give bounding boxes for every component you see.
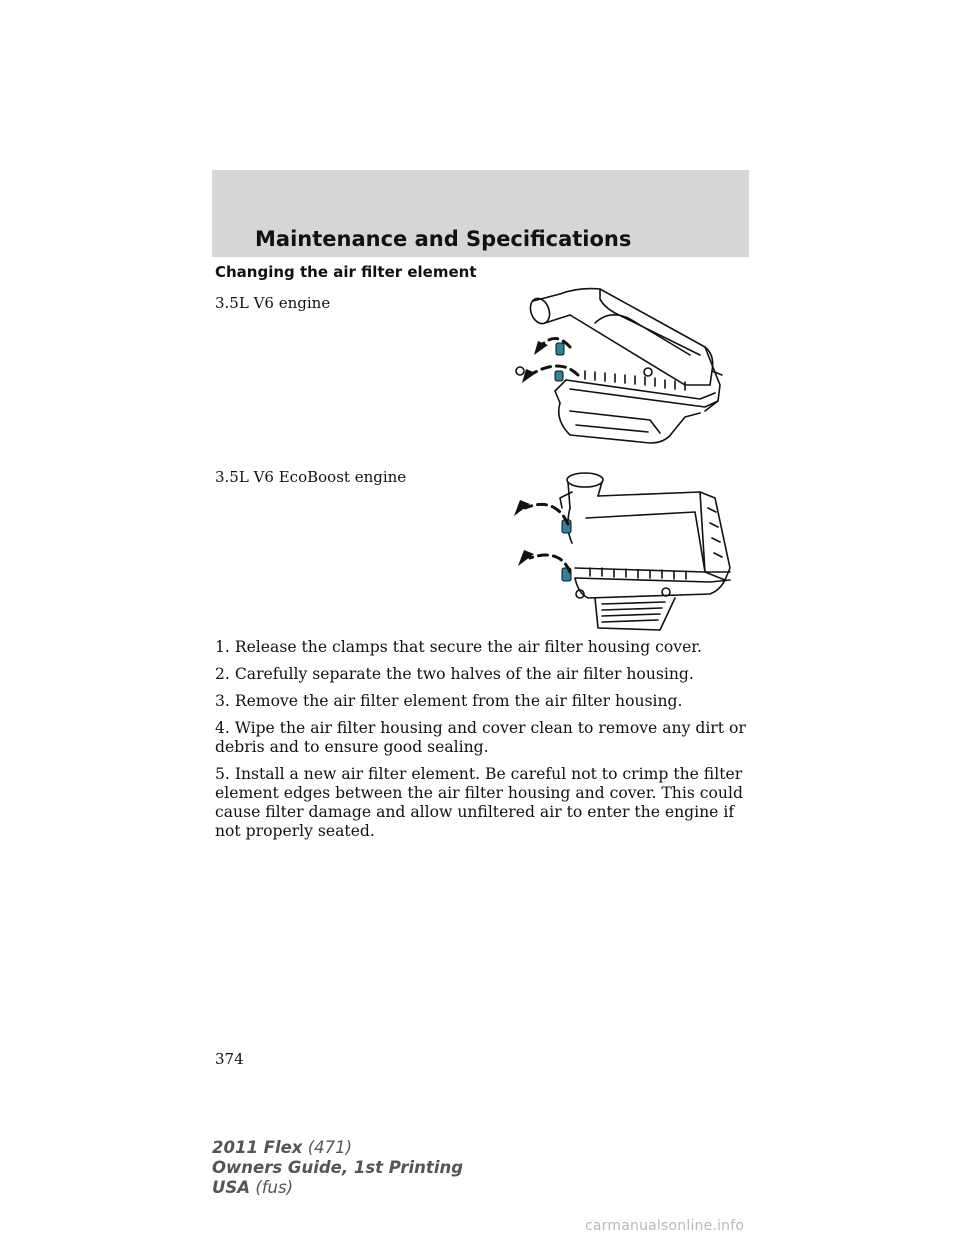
- footer-model-code: (471): [307, 1138, 353, 1157]
- step-1: 1. Release the clamps that secure the air filter housing cover.: [215, 638, 703, 656]
- section-header-title: Maintenance and Specifications: [255, 227, 632, 251]
- page-number: 374: [215, 1050, 244, 1068]
- section-heading: Changing the air filter element: [215, 263, 477, 281]
- air-filter-housing-v6-illustration: [500, 285, 730, 450]
- watermark: carmanualsonline.info: [585, 1218, 745, 1234]
- footer-region-code: (fus): [255, 1178, 294, 1197]
- step-2: 2. Carefully separate the two halves of the air filter housing.: [215, 665, 694, 683]
- footer-region: USA: [212, 1178, 251, 1197]
- step-4: 4. Wipe the air filter housing and cover clean to remove any dirt or debris and to ensure good sealing.: [215, 719, 746, 756]
- step-5: 5. Install a new air filter element. Be careful not to crimp the filter element edges between the air filter housing and cover. This could cause filter damage and allow unfiltered air to enter the engine if not properly seated.: [215, 765, 743, 840]
- section-header-band: [212, 170, 749, 257]
- print-footer: [212, 1138, 463, 1198]
- figure-label-ecoboost: 3.5L V6 EcoBoost engine: [215, 468, 407, 486]
- footer-model: 2011 Flex: [212, 1138, 303, 1157]
- step-3: 3. Remove the air filter element from the air filter housing.: [215, 692, 683, 710]
- footer-guide: Owners Guide, 1st Printing: [212, 1158, 464, 1177]
- air-filter-housing-ecoboost-illustration: [490, 468, 745, 633]
- figure-label-v6: 3.5L V6 engine: [215, 294, 331, 312]
- instruction-steps: [215, 638, 755, 849]
